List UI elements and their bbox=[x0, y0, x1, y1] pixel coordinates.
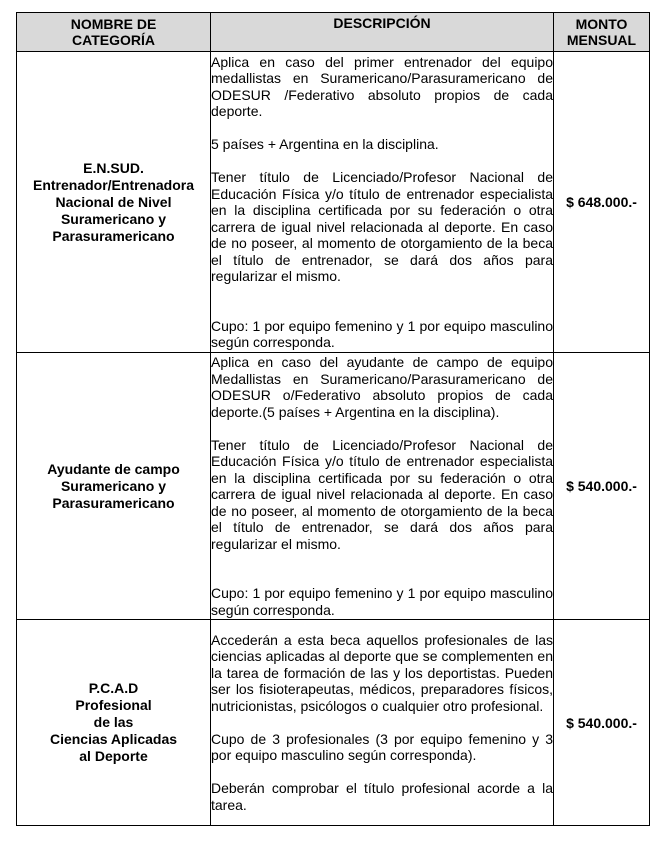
category-line: Nacional de Nivel bbox=[55, 193, 172, 210]
category-line: Parasuramericano bbox=[52, 227, 175, 244]
table-row bbox=[17, 353, 650, 620]
category-line: Profesional bbox=[75, 697, 152, 713]
amount-cell: $ 540.000.- bbox=[554, 620, 650, 826]
description-cell bbox=[211, 620, 554, 826]
category-line: P.C.A.D bbox=[88, 680, 139, 696]
table-row bbox=[17, 52, 650, 353]
header-amount-line: MONTO bbox=[575, 16, 628, 32]
description-paragraph: Tener título de Licenciado/Profesor Nacional de Educación Física y/o título de entrenador especialista en la disciplina certificada por su federación o otra carrera de igual nivel relacionada al deporte. En caso de no poseer, al momento de otorgamiento de la beca el título de entrenador, se dará dos años para regularizar el mismo. bbox=[211, 169, 553, 284]
description-paragraph: Accederán a esta beca aquellos profesionales de las ciencias aplicadas al deporte que se complementen en la tarea de formación de las y los deportistas. Pueden ser los fisioterapeutas, médicos, preparadores físicos, nutricionistas, psicólogos o cualquier otro profesional. bbox=[211, 631, 553, 714]
header-description-text: DESCRIPCIÓN bbox=[333, 15, 431, 31]
description-paragraph: Deberán comprobar el título profesional acorde a la tarea. bbox=[211, 780, 553, 813]
header-amount-line: MENSUAL bbox=[566, 32, 637, 48]
header-amount bbox=[554, 13, 650, 52]
header-category-line: NOMBRE DE bbox=[70, 16, 157, 32]
header-category bbox=[17, 13, 211, 52]
category-line: de las bbox=[93, 714, 134, 730]
header-category-line: CATEGORÍA bbox=[72, 32, 155, 48]
category-line: Suramericano y bbox=[60, 210, 167, 227]
category-cell bbox=[17, 52, 211, 353]
category-line: Ayudante de campo bbox=[47, 460, 180, 477]
description-cell bbox=[211, 353, 554, 620]
category-line: Parasuramericano bbox=[52, 494, 175, 511]
category-line: E.N.SUD. bbox=[83, 159, 144, 176]
amount-cell: $ 648.000.- bbox=[554, 52, 650, 353]
description-paragraph: Cupo de 3 profesionales (3 por equipo femenino y 3 por equipo masculino según corresponda). bbox=[211, 730, 553, 764]
description-paragraph: 5 países + Argentina en la disciplina. bbox=[211, 136, 439, 152]
category-cell bbox=[17, 353, 211, 620]
description-paragraph: Cupo: 1 por equipo femenino y 1 por equipo masculino según corresponda. bbox=[211, 585, 553, 618]
category-line: Entrenador/Entrenadora bbox=[32, 176, 195, 193]
category-line: Suramericano y bbox=[60, 477, 167, 494]
category-line: Ciencias Aplicadas bbox=[49, 731, 178, 747]
description-cell bbox=[211, 52, 554, 353]
table-row bbox=[17, 620, 650, 826]
category-line: al Deporte bbox=[79, 748, 148, 764]
category-cell bbox=[17, 620, 211, 826]
scholarship-table bbox=[16, 12, 650, 826]
description-paragraph: Aplica en caso del ayudante de campo de equipo Medallistas en Suramericano/Parasuramericano de ODESUR o/Federativo absoluto propios de cada deporte.(5 países + Argentina en la disciplina). bbox=[211, 354, 553, 420]
description-paragraph: Cupo: 1 por equipo femenino y 1 por equipo masculino según corresponda. bbox=[211, 317, 553, 350]
header-row bbox=[17, 13, 650, 52]
description-paragraph: Tener título de Licenciado/Profesor Nacional de Educación Física y/o título de entrenador especialista en la disciplina certificada por su federación o otra carrera de igual nivel relacionada al deporte. En caso de no poseer, al momento de otorgamiento de la beca el título de entrenador, se dará dos años para regularizar el mismo. bbox=[211, 436, 553, 552]
description-paragraph: Aplica en caso del primer entrenador del equipo medallistas en Suramericano/Parasuramericano de ODESUR /Federativo absoluto propios de cada deporte. bbox=[211, 53, 553, 119]
amount-cell: $ 540.000.- bbox=[554, 353, 650, 620]
header-description bbox=[211, 13, 554, 52]
